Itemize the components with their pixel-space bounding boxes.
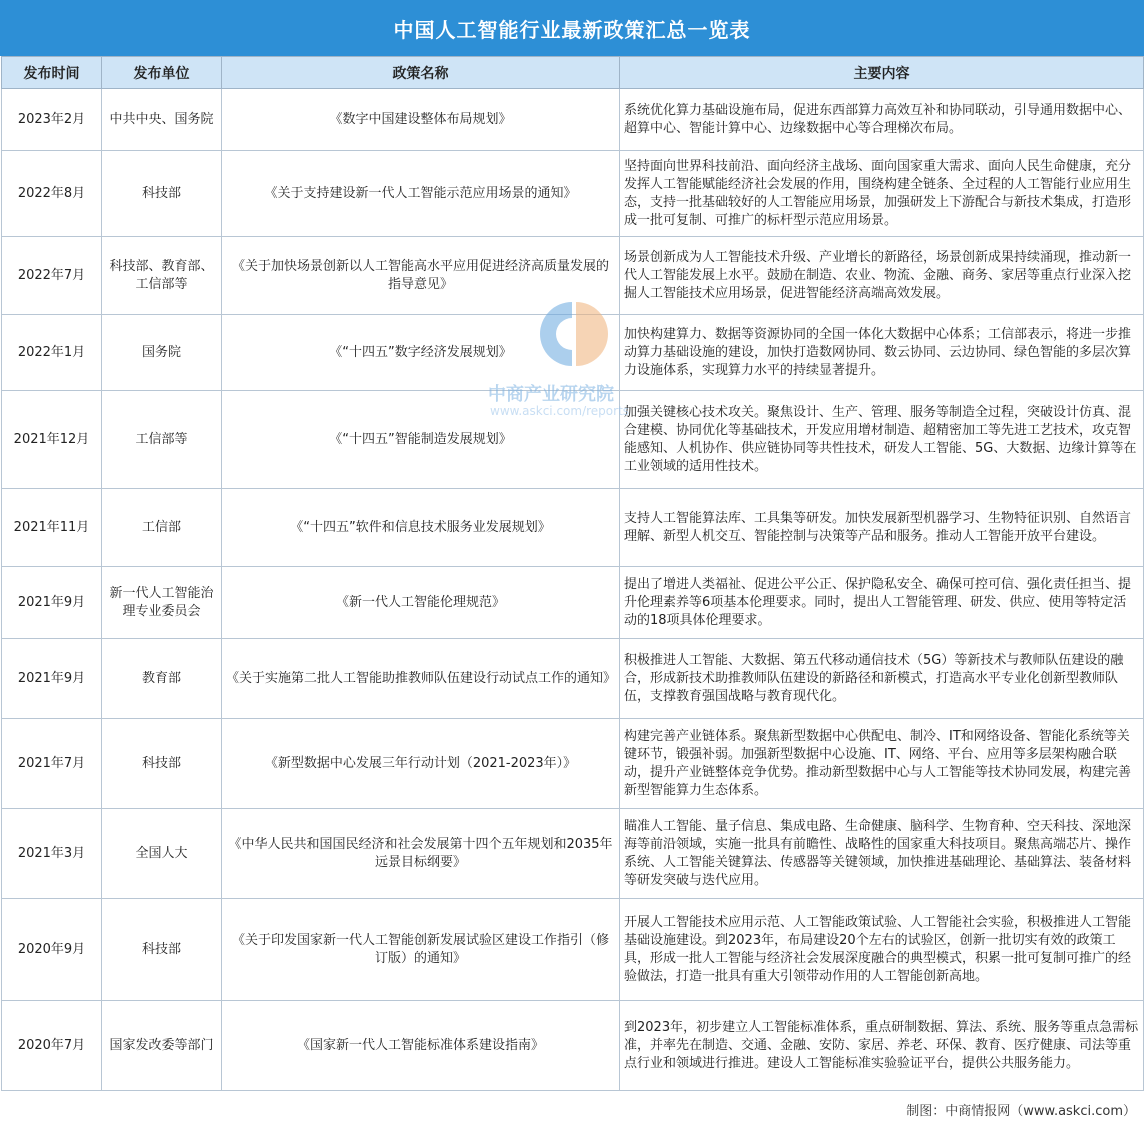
row-content: 支持人工智能算法库、工具集等研发。加快发展新型机器学习、生物特征识别、自然语言理解、新型人机交互、智能控制与决策等产品和服务。推动人工智能开放平台建设。 bbox=[620, 489, 1144, 567]
table-row bbox=[2, 1001, 1144, 1091]
row-unit: 国务院 bbox=[102, 315, 222, 391]
row-date: 2022年8月 bbox=[2, 151, 102, 237]
page-title: 中国人工智能行业最新政策汇总一览表 bbox=[0, 0, 1144, 56]
table-row bbox=[2, 489, 1144, 567]
row-content: 到2023年，初步建立人工智能标准体系，重点研制数据、算法、系统、服务等重点急需标准，并率先在制造、交通、金融、安防、家居、养老、环保、教育、医疗健康、司法等重点行业和领域进行推进。建设人工智能标准实验验证平台，提供公共服务能力。 bbox=[620, 1001, 1144, 1091]
row-policy-name: 《“十四五”软件和信息技术服务业发展规划》 bbox=[222, 489, 620, 567]
row-policy-name: 《“十四五”数字经济发展规划》 bbox=[222, 315, 620, 391]
table-row bbox=[2, 89, 1144, 151]
row-policy-name: 《数字中国建设整体布局规划》 bbox=[222, 89, 620, 151]
row-date: 2020年9月 bbox=[2, 899, 102, 1001]
policy-table bbox=[1, 56, 1144, 1091]
table-row bbox=[2, 639, 1144, 719]
row-unit: 新一代人工智能治理专业委员会 bbox=[102, 567, 222, 639]
row-content: 开展人工智能技术应用示范、人工智能政策试验、人工智能社会实验，积极推进人工智能基础设施建设。到2023年，布局建设20个左右的试验区，创新一批切实有效的政策工具，形成一批人工智能与经济社会发展深度融合的典型模式，积累一批可复制可推广的经验做法，打造一批具有重大引领带动作用的人工智能创新高地。 bbox=[620, 899, 1144, 1001]
row-content: 加强关键核心技术攻关。聚焦设计、生产、管理、服务等制造全过程，突破设计仿真、混合建模、协同优化等基础技术，开发应用增材制造、超精密加工等先进工艺技术，攻克智能感知、人机协作、供应链协同等共性技术，研发人工智能、5G、大数据、边缘计算等在工业领域的适用性技术。 bbox=[620, 391, 1144, 489]
table-row bbox=[2, 567, 1144, 639]
row-content: 场景创新成为人工智能技术升级、产业增长的新路径，场景创新成果持续涌现，推动新一代人工智能发展上水平。鼓励在制造、农业、物流、金融、商务、家居等重点行业深入挖掘人工智能技术应用场景，促进智能经济高端高效发展。 bbox=[620, 237, 1144, 315]
row-date: 2021年9月 bbox=[2, 567, 102, 639]
table-row bbox=[2, 719, 1144, 809]
row-unit: 科技部 bbox=[102, 151, 222, 237]
row-policy-name: 《新型数据中心发展三年行动计划（2021-2023年）》 bbox=[222, 719, 620, 809]
row-unit: 工信部等 bbox=[102, 391, 222, 489]
column-header-policy-name: 政策名称 bbox=[222, 57, 620, 89]
table-row bbox=[2, 391, 1144, 489]
row-date: 2020年7月 bbox=[2, 1001, 102, 1091]
row-policy-name: 《关于实施第二批人工智能助推教师队伍建设行动试点工作的通知》 bbox=[222, 639, 620, 719]
row-date: 2021年12月 bbox=[2, 391, 102, 489]
row-content: 积极推进人工智能、大数据、第五代移动通信技术（5G）等新技术与教师队伍建设的融合，形成新技术助推教师队伍建设的新路径和新模式，打造高水平专业化创新型教师队伍，支撑教育强国战略与教育现代化。 bbox=[620, 639, 1144, 719]
column-header-unit: 发布单位 bbox=[102, 57, 222, 89]
row-policy-name: 《国家新一代人工智能标准体系建设指南》 bbox=[222, 1001, 620, 1091]
table-row bbox=[2, 315, 1144, 391]
row-date: 2021年11月 bbox=[2, 489, 102, 567]
row-policy-name: 《新一代人工智能伦理规范》 bbox=[222, 567, 620, 639]
row-date: 2021年7月 bbox=[2, 719, 102, 809]
column-header-date: 发布时间 bbox=[2, 57, 102, 89]
row-unit: 科技部 bbox=[102, 899, 222, 1001]
row-content: 构建完善产业链体系。聚焦新型数据中心供配电、制冷、IT和网络设备、智能化系统等关键环节，锻强补弱。加强新型数据中心设施、IT、网络、平台、应用等多层架构融合联动，提升产业链整体竞争优势。推动新型数据中心与人工智能等技术协同发展，构建完善新型智能算力生态体系。 bbox=[620, 719, 1144, 809]
row-policy-name: 《关于加快场景创新以人工智能高水平应用促进经济高质量发展的指导意见》 bbox=[222, 237, 620, 315]
row-date: 2021年9月 bbox=[2, 639, 102, 719]
row-content: 提出了增进人类福祉、促进公平公正、保护隐私安全、确保可控可信、强化责任担当、提升伦理素养等6项基本伦理要求。同时，提出人工智能管理、研发、供应、使用等特定活动的18项具体伦理要求。 bbox=[620, 567, 1144, 639]
source-footer: 制图：中商情报网（www.askci.com） bbox=[906, 1104, 1136, 1119]
row-date: 2023年2月 bbox=[2, 89, 102, 151]
table-header-row bbox=[2, 57, 1144, 89]
table-row bbox=[2, 809, 1144, 899]
row-unit: 科技部、教育部、工信部等 bbox=[102, 237, 222, 315]
row-date: 2021年3月 bbox=[2, 809, 102, 899]
row-date: 2022年7月 bbox=[2, 237, 102, 315]
row-unit: 教育部 bbox=[102, 639, 222, 719]
table-row bbox=[2, 899, 1144, 1001]
row-content: 瞄准人工智能、量子信息、集成电路、生命健康、脑科学、生物育种、空天科技、深地深海等前沿领域，实施一批具有前瞻性、战略性的国家重大科技项目。聚焦高端芯片、操作系统、人工智能关键算法、传感器等关键领域，加快推进基础理论、基础算法、装备材料等研发突破与迭代应用。 bbox=[620, 809, 1144, 899]
column-header-content: 主要内容 bbox=[620, 57, 1144, 89]
row-policy-name: 《“十四五”智能制造发展规划》 bbox=[222, 391, 620, 489]
row-policy-name: 《关于支持建设新一代人工智能示范应用场景的通知》 bbox=[222, 151, 620, 237]
row-date: 2022年1月 bbox=[2, 315, 102, 391]
row-content: 系统优化算力基础设施布局，促进东西部算力高效互补和协同联动，引导通用数据中心、超算中心、智能计算中心、边缘数据中心等合理梯次布局。 bbox=[620, 89, 1144, 151]
row-content: 坚持面向世界科技前沿、面向经济主战场、面向国家重大需求、面向人民生命健康，充分发挥人工智能赋能经济社会发展的作用，围绕构建全链条、全过程的人工智能行业应用生态，支持一批基础较好的人工智能应用场景，加强研发上下游配合与新技术集成，打造形成一批可复制、可推广的标杆型示范应用场景。 bbox=[620, 151, 1144, 237]
row-unit: 国家发改委等部门 bbox=[102, 1001, 222, 1091]
watermark-url: www.askci.com/reports bbox=[490, 404, 630, 418]
row-unit: 科技部 bbox=[102, 719, 222, 809]
table-row bbox=[2, 151, 1144, 237]
watermark-text: 中商产业研究院 bbox=[488, 384, 614, 405]
row-policy-name: 《关于印发国家新一代人工智能创新发展试验区建设工作指引（修订版）的通知》 bbox=[222, 899, 620, 1001]
row-unit: 中共中央、国务院 bbox=[102, 89, 222, 151]
table-row bbox=[2, 237, 1144, 315]
row-unit: 工信部 bbox=[102, 489, 222, 567]
row-content: 加快构建算力、数据等资源协同的全国一体化大数据中心体系；工信部表示，将进一步推动算力基础设施的建设，加快打造数网协同、数云协同、云边协同、绿色智能的多层次算力设施体系，实现算力水平的持续显著提升。 bbox=[620, 315, 1144, 391]
row-unit: 全国人大 bbox=[102, 809, 222, 899]
row-policy-name: 《中华人民共和国国民经济和社会发展第十四个五年规划和2035年远景目标纲要》 bbox=[222, 809, 620, 899]
